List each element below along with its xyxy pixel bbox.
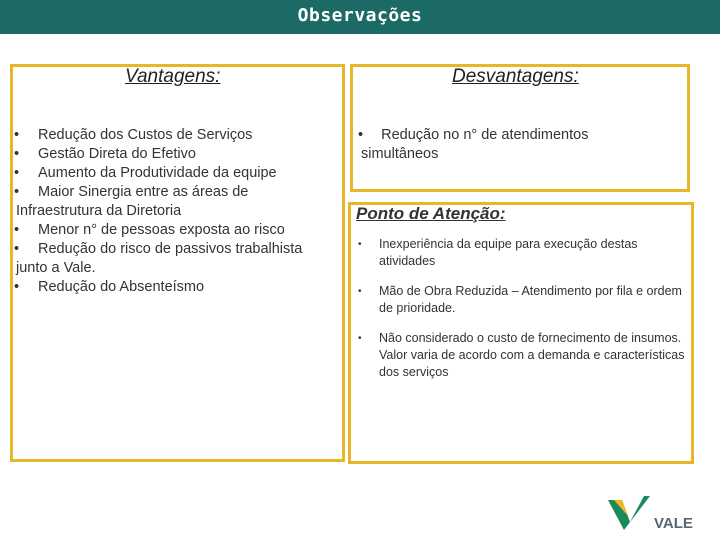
list-item: [358, 126, 678, 145]
bullet-icon: •: [358, 286, 362, 297]
bullet-icon: •: [14, 127, 20, 143]
list-item: [358, 236, 688, 270]
vale-logo: [606, 494, 716, 534]
list-item-text: Redução dos Custos de Serviços: [38, 127, 253, 143]
page-title: Observações: [297, 5, 423, 26]
list-item: [14, 145, 342, 164]
list-item: [14, 126, 342, 145]
list-item-text: Não considerado o custo de fornecimento de insumos. Valor varia de acordo com a demanda e características dos serviços: [379, 331, 685, 379]
bullet-icon: •: [14, 222, 20, 238]
logo-text: VALE: [654, 515, 693, 532]
bullet-icon: •: [14, 146, 20, 162]
ponto-atencao-list: [358, 236, 688, 394]
bullet-icon: •: [14, 184, 20, 200]
list-item-text: Redução do Absenteísmo: [38, 279, 205, 295]
list-item-text: Aumento da Produtividade da equipe: [38, 165, 277, 181]
vantagens-heading: Vantagens:: [125, 66, 221, 87]
vantagens-list: [14, 126, 342, 297]
bullet-icon: •: [14, 165, 20, 181]
bullet-icon: •: [358, 333, 362, 344]
list-item: [358, 283, 688, 317]
list-item: [14, 278, 342, 297]
list-item-text: Redução do risco de passivos trabalhista: [38, 241, 303, 257]
list-item-text: Maior Sinergia entre as áreas de: [38, 184, 249, 200]
desvantagens-heading: Desvantagens:: [452, 66, 579, 87]
list-item: [14, 240, 342, 259]
list-item-text: Redução no n° de atendimentos: [381, 127, 589, 143]
list-item-text: Mão de Obra Reduzida – Atendimento por fila e ordem de prioridade.: [379, 284, 682, 315]
ponto-atencao-heading: Ponto de Atenção:: [356, 204, 506, 223]
list-item-text: Menor n° de pessoas exposta ao risco: [38, 222, 285, 238]
list-item: [14, 221, 342, 240]
list-item-continuation: simultâneos: [361, 146, 439, 162]
list-item: [14, 183, 342, 202]
list-item-text: Gestão Direta do Efetivo: [38, 146, 196, 162]
list-item: [14, 164, 342, 183]
list-item-continuation: Infraestrutura da Diretoria: [16, 203, 182, 219]
desvantagens-list: [358, 126, 678, 164]
bullet-icon: •: [358, 239, 362, 250]
bullet-icon: •: [358, 127, 364, 143]
bullet-icon: •: [14, 241, 20, 257]
list-item-continuation: junto a Vale.: [16, 260, 96, 276]
vale-logo-icon: [606, 494, 716, 534]
list-item-text: Inexperiência da equipe para execução destas atividades: [379, 237, 638, 268]
list-item: [358, 330, 688, 381]
bullet-icon: •: [14, 279, 20, 295]
